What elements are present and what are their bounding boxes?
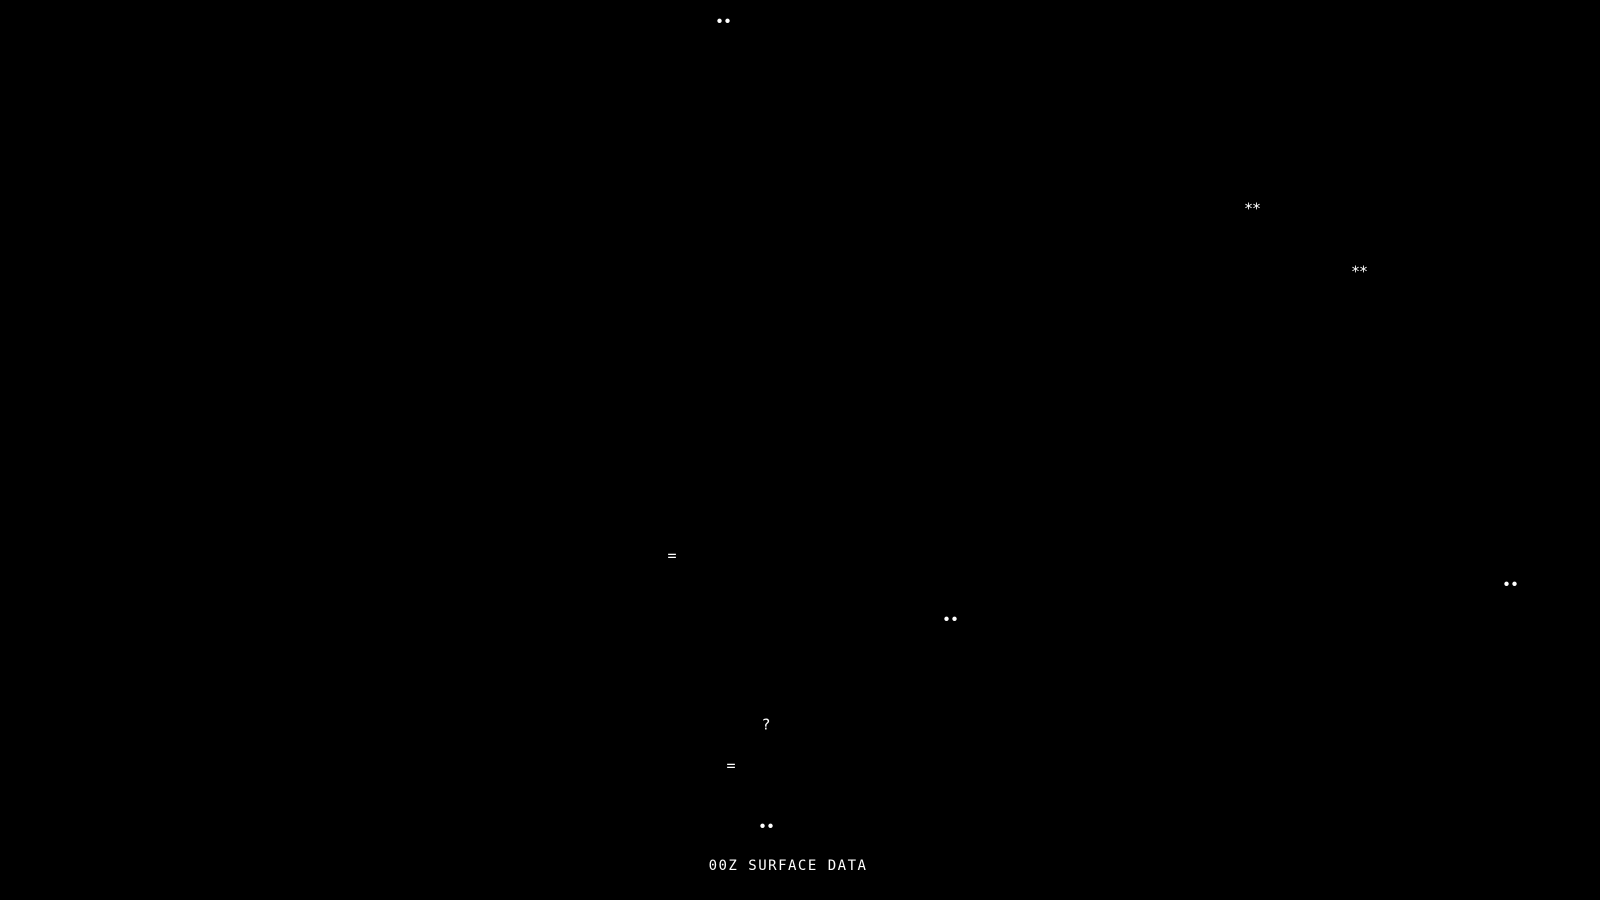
station-plot-9: •• — [757, 817, 775, 836]
station-plot-1: •• — [714, 12, 732, 31]
station-plot-3: ** — [1350, 262, 1368, 281]
station-plot-5: •• — [1501, 575, 1519, 594]
station-plot-2: ** — [1243, 199, 1261, 218]
map-caption: 00Z SURFACE DATA — [708, 858, 868, 874]
station-plot-7: ? — [761, 715, 771, 734]
station-plot-8: = — [726, 756, 736, 775]
station-plot-4: = — [667, 546, 677, 565]
station-plot-6: •• — [941, 610, 959, 629]
